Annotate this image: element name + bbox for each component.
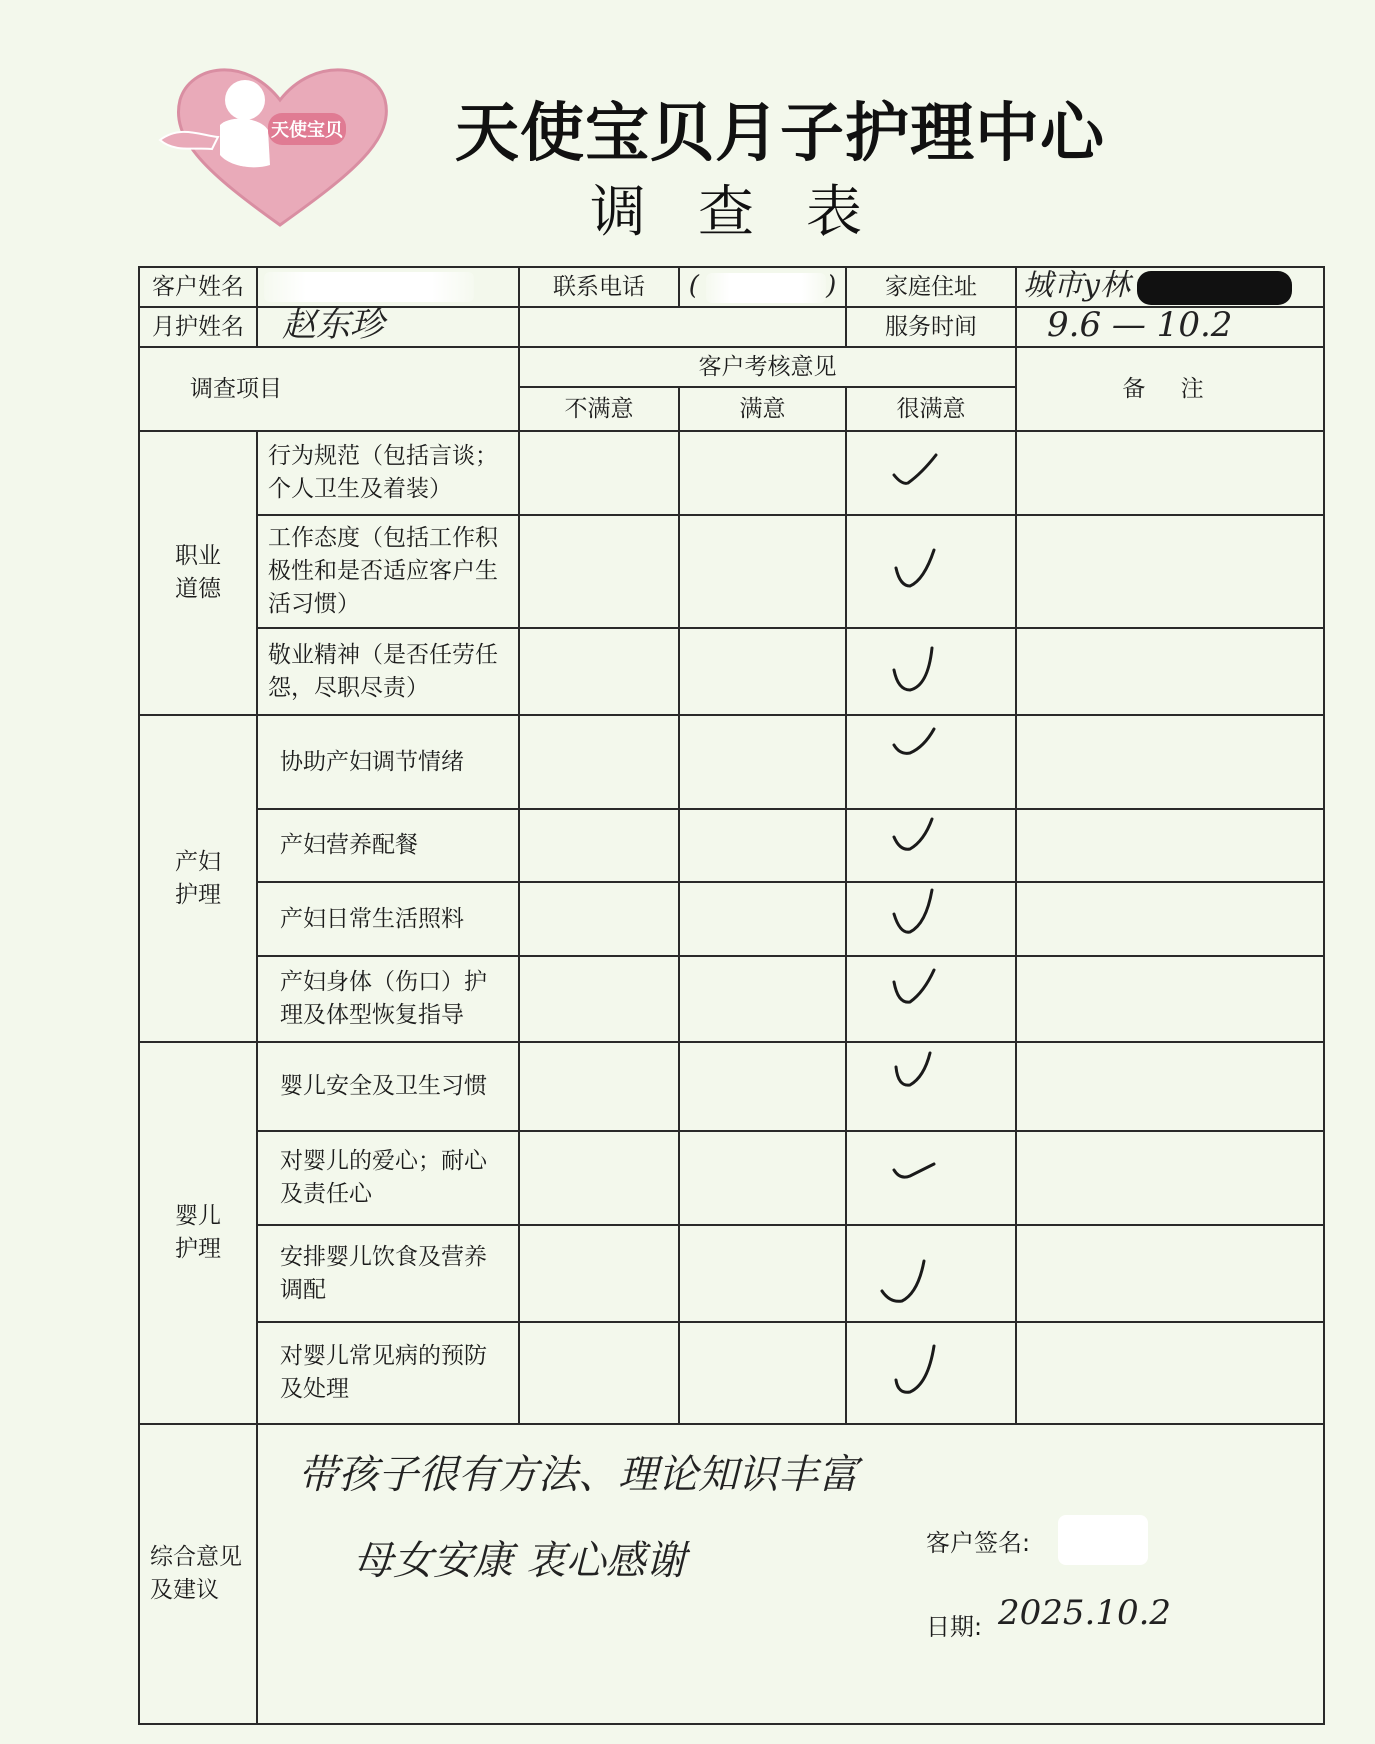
rating-satisfied[interactable] [679, 715, 846, 809]
opinion-header: 客户考核意见 [519, 347, 1016, 387]
remarks-cell[interactable] [1016, 1225, 1324, 1322]
table-row [139, 431, 1324, 515]
redaction-bar [1137, 271, 1292, 305]
rating-very-satisfied[interactable] [846, 515, 1016, 628]
item-label: 协助产妇调节情绪 [257, 715, 519, 809]
signature-label: 客户签名: [926, 1529, 1031, 1557]
rating-dissatisfied[interactable] [519, 1042, 679, 1131]
rating-satisfied[interactable] [679, 628, 846, 715]
logo-text: 天使宝贝 [271, 120, 343, 141]
rating-dissatisfied[interactable] [519, 956, 679, 1042]
rating-satisfied[interactable] [679, 1225, 846, 1322]
summary-label: 综合意见 及建议 [139, 1424, 257, 1724]
rating-dissatisfied[interactable] [519, 628, 679, 715]
rating-satisfied[interactable] [679, 956, 846, 1042]
empty-cell [519, 307, 846, 347]
rating-very-satisfied[interactable] [846, 1131, 1016, 1225]
remarks-cell[interactable] [1016, 882, 1324, 956]
rating-very-satisfied[interactable] [846, 1225, 1016, 1322]
rating-satisfied[interactable] [679, 431, 846, 515]
check-mark-icon [888, 1344, 948, 1396]
rating-satisfied[interactable] [679, 515, 846, 628]
nurse-name-value: 赵东珍 [282, 304, 384, 345]
remarks-cell[interactable] [1016, 628, 1324, 715]
item-label: 敬业精神（是否任劳任 怨，尽职尽责） [257, 628, 519, 715]
phone-value-cell: ( ) [679, 267, 846, 307]
service-time-cell [1016, 304, 1324, 347]
date-label: 日期: [926, 1613, 983, 1641]
rating-dissatisfied[interactable] [519, 882, 679, 956]
rating-very-satisfied[interactable] [846, 628, 1016, 715]
date-value: 2025.10.2 [998, 1593, 1172, 1633]
remarks-cell[interactable] [1016, 1322, 1324, 1424]
check-mark-icon [878, 1257, 938, 1309]
rating-dissatisfied[interactable] [519, 809, 679, 882]
rating-satisfied[interactable] [679, 882, 846, 956]
remarks-cell[interactable] [1016, 431, 1324, 515]
address-value-cell [1016, 267, 1324, 307]
rating-dissatisfied[interactable] [519, 1322, 679, 1424]
table-row [139, 628, 1324, 715]
table-row [139, 1225, 1324, 1322]
page-title: 天使宝贝月子护理中心 [455, 97, 1105, 171]
rating-very-satisfied[interactable] [846, 1322, 1016, 1424]
summary-text-line2: 母女安康 衷心感谢 [353, 1538, 686, 1584]
service-time-label: 服务时间 [846, 307, 1016, 347]
remarks-cell[interactable] [1016, 809, 1324, 882]
address-value: 城市y林 [1023, 267, 1130, 303]
service-time-value: 9.6 — 10.2 [1047, 304, 1233, 345]
phone-label: 联系电话 [519, 267, 679, 307]
item-label: 对婴儿常见病的预防 及处理 [257, 1322, 519, 1424]
table-row [139, 1131, 1324, 1225]
check-mark-icon [888, 966, 948, 1018]
survey-table [138, 266, 1325, 1725]
rating-very-satisfied[interactable] [846, 956, 1016, 1042]
rating-very-satisfied[interactable] [846, 715, 1016, 809]
check-mark-icon [888, 1142, 948, 1194]
remarks-cell[interactable] [1016, 1042, 1324, 1131]
check-mark-icon [888, 813, 948, 865]
check-mark-icon [888, 719, 948, 771]
rating-very-satisfied[interactable] [846, 1042, 1016, 1131]
survey-item-label: 调查项目 [190, 375, 282, 402]
rating-dissatisfied[interactable] [519, 1131, 679, 1225]
rating-satisfied[interactable] [679, 1131, 846, 1225]
rating-very-satisfied[interactable] [846, 882, 1016, 956]
customer-name-label: 客户姓名 [139, 267, 257, 307]
item-label: 对婴儿的爱心；耐心 及责任心 [257, 1131, 519, 1225]
item-label: 行为规范（包括言谈； 个人卫生及着装） [257, 431, 519, 515]
table-row [139, 1042, 1324, 1131]
summary-content[interactable] [257, 1424, 1324, 1724]
check-mark-icon [888, 888, 948, 940]
table-row [139, 715, 1324, 809]
rating-dissatisfied[interactable] [519, 1225, 679, 1322]
item-label: 安排婴儿饮食及营养 调配 [257, 1225, 519, 1322]
rating-satisfied[interactable] [679, 809, 846, 882]
item-label: 工作态度（包括工作积 极性和是否适应客户生 活习惯） [257, 515, 519, 628]
rating-very-satisfied[interactable] [846, 809, 1016, 882]
table-row [139, 956, 1324, 1042]
phone-value: ( [688, 271, 699, 301]
group-label: 产妇 护理 [139, 715, 257, 1042]
check-mark-icon [888, 447, 948, 499]
table-row [139, 1322, 1324, 1424]
col-dissatisfied: 不满意 [519, 387, 679, 431]
col-very-satisfied: 很满意 [846, 387, 1016, 431]
item-label: 婴儿安全及卫生习惯 [257, 1042, 519, 1131]
rating-dissatisfied[interactable] [519, 431, 679, 515]
check-mark-icon [888, 646, 948, 698]
signature-redaction [1058, 1515, 1148, 1565]
remarks-cell[interactable] [1016, 1131, 1324, 1225]
remarks-header: 备 注 [1016, 347, 1324, 431]
rating-dissatisfied[interactable] [519, 515, 679, 628]
col-satisfied: 满意 [679, 387, 846, 431]
check-mark-icon [888, 546, 948, 598]
group-label: 职业 道德 [139, 431, 257, 715]
page-subtitle: 调查表 [590, 180, 914, 245]
table-row [139, 882, 1324, 956]
nurse-name-label: 月护姓名 [139, 307, 257, 347]
rating-dissatisfied[interactable] [519, 715, 679, 809]
nurse-name-cell [257, 304, 519, 347]
item-label: 产妇日常生活照料 [257, 882, 519, 956]
table-row [139, 515, 1324, 628]
summary-row [139, 1424, 1324, 1724]
summary-text-line1: 带孩子很有方法、理论知识丰富 [298, 1452, 858, 1498]
customer-name-value [257, 267, 519, 307]
address-label: 家庭住址 [846, 267, 1016, 307]
rating-very-satisfied[interactable] [846, 431, 1016, 515]
remarks-cell[interactable] [1016, 715, 1324, 809]
remarks-cell[interactable] [1016, 515, 1324, 628]
item-label: 产妇身体（伤口）护 理及体型恢复指导 [257, 956, 519, 1042]
rating-satisfied[interactable] [679, 1042, 846, 1131]
rating-satisfied[interactable] [679, 1322, 846, 1424]
group-label: 婴儿 护理 [139, 1042, 257, 1424]
table-row [139, 809, 1324, 882]
item-label: 产妇营养配餐 [257, 809, 519, 882]
check-mark-icon [888, 1049, 948, 1101]
remarks-cell[interactable] [1016, 956, 1324, 1042]
survey-item-header [139, 347, 519, 431]
logo [150, 45, 410, 230]
